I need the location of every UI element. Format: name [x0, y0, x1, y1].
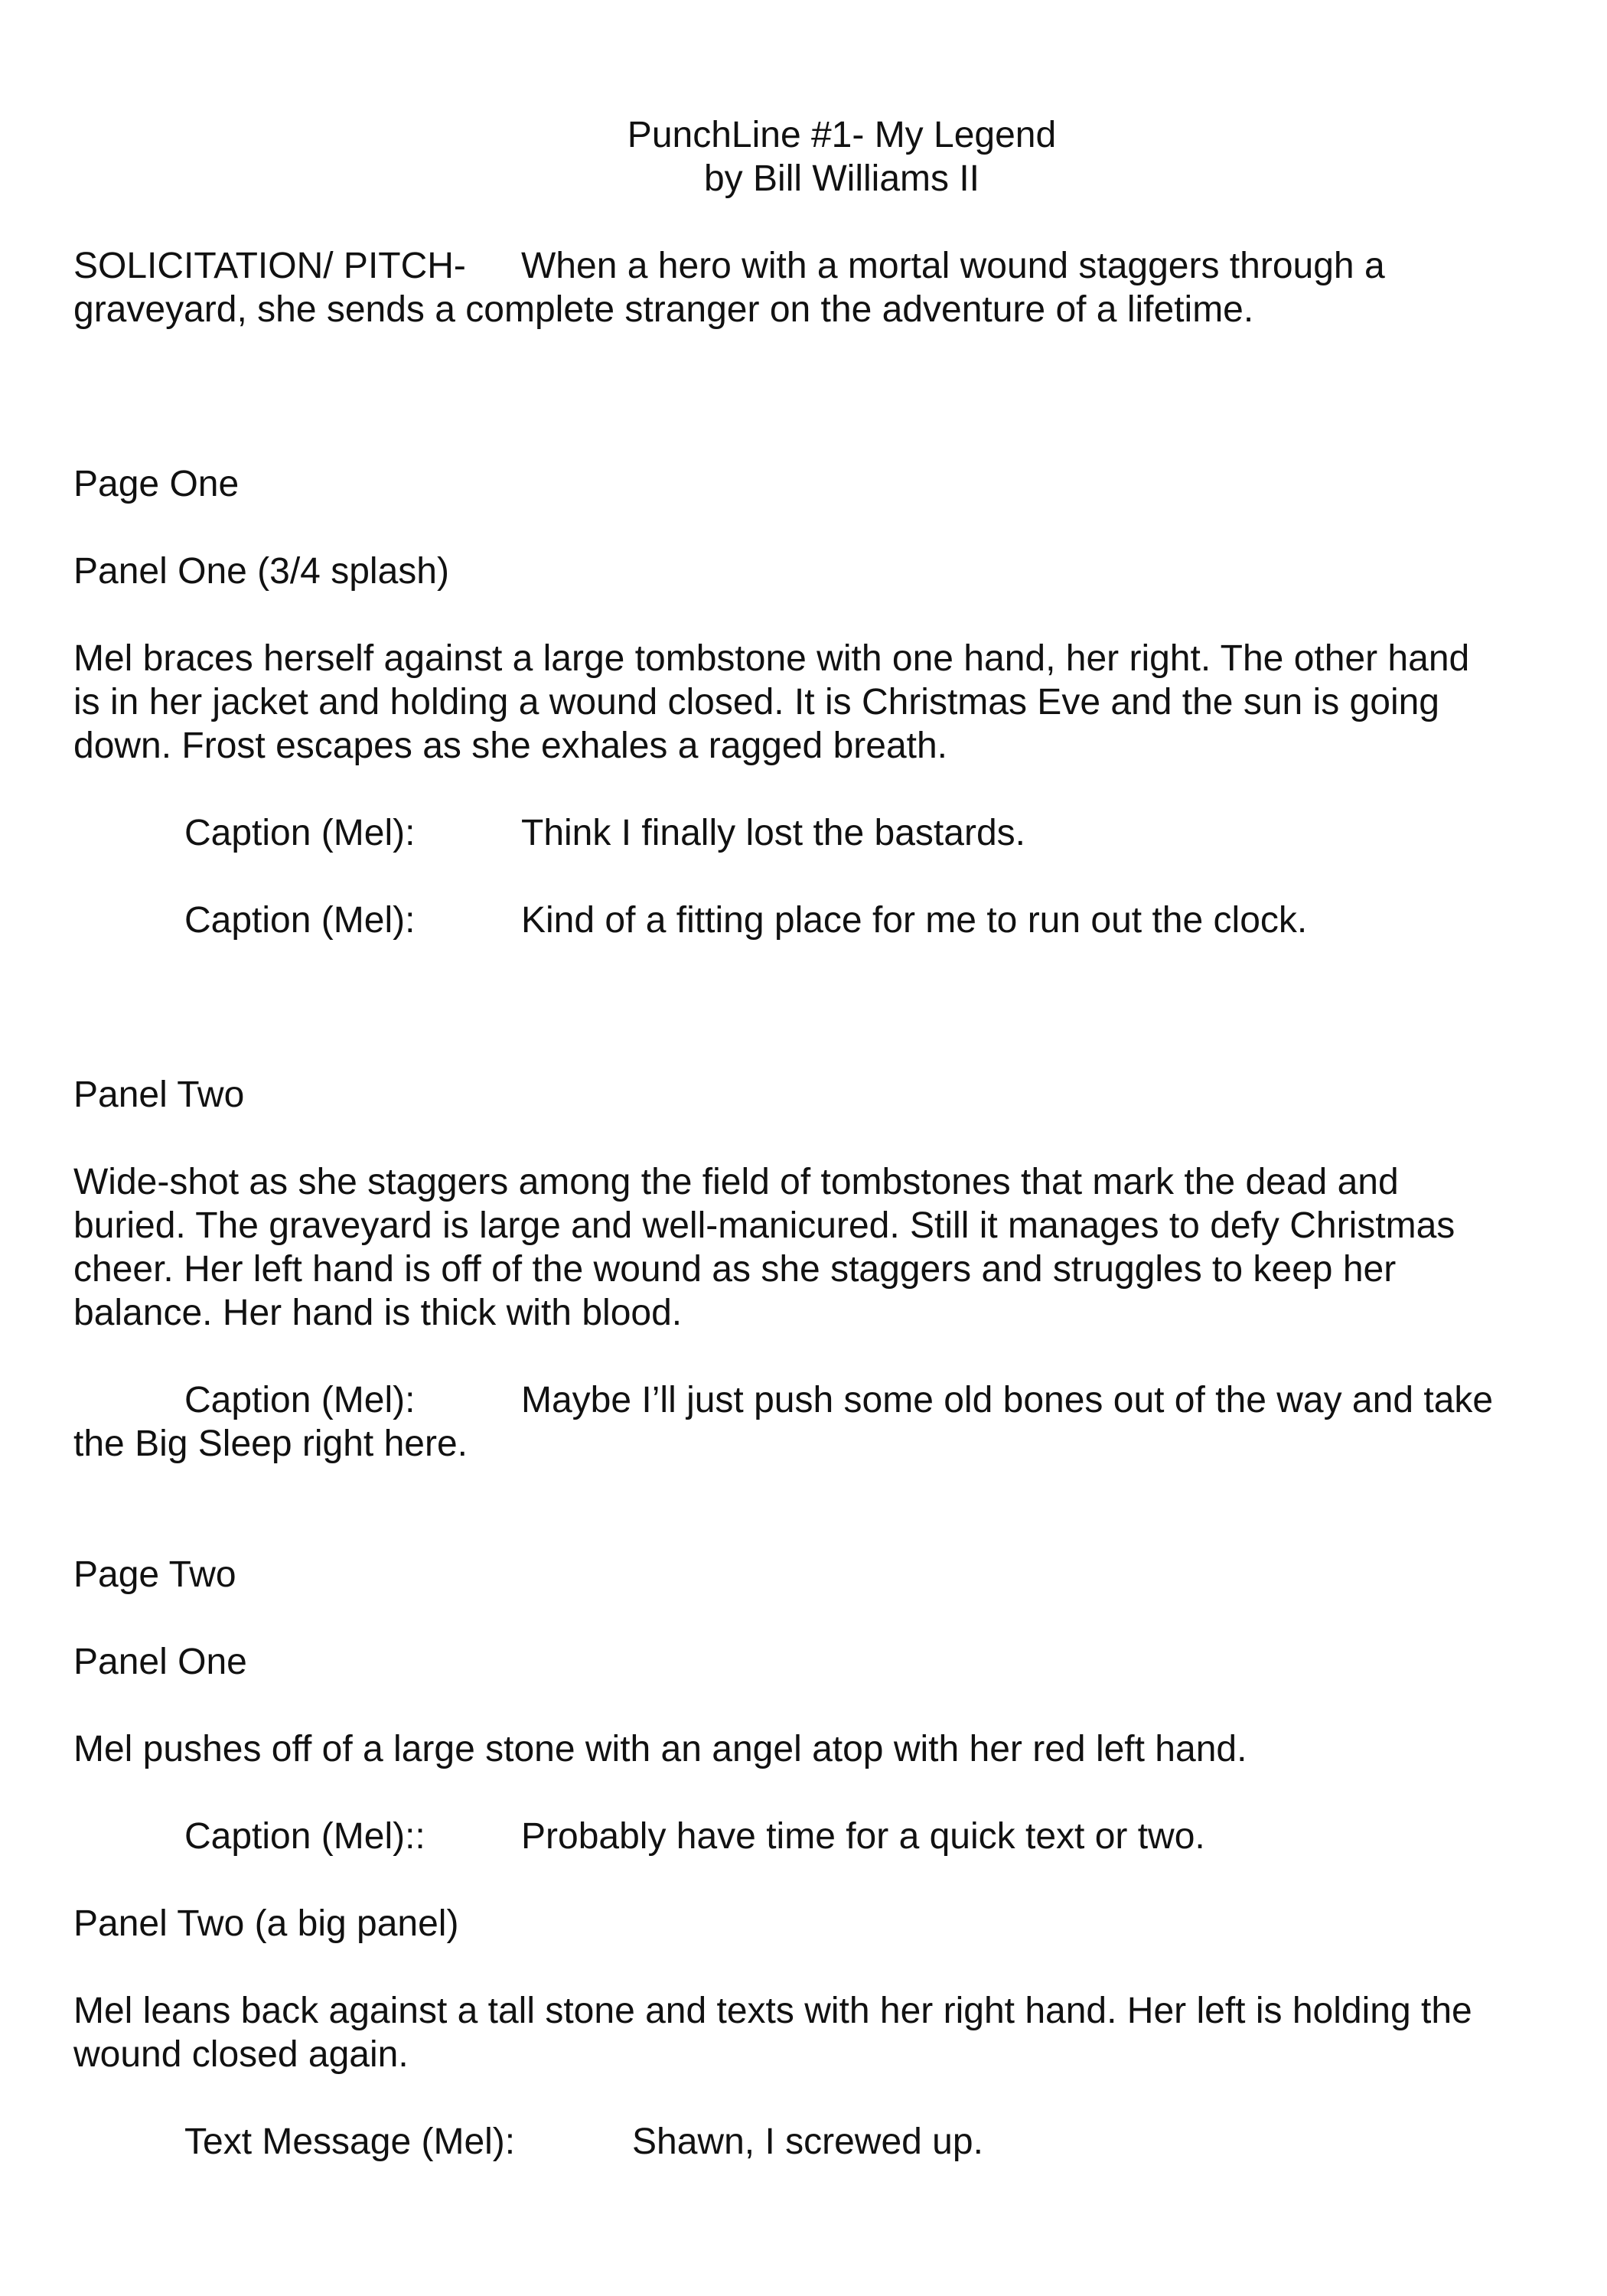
caption-line	[73, 811, 1527, 855]
text-message-text: Shawn, I screwed up.	[632, 2122, 983, 2162]
pitch-label: SOLICITATION/ PITCH-	[73, 246, 466, 286]
caption-text: Think I finally lost the bastards.	[521, 813, 1025, 853]
description-line: balance. Her hand is thick with blood.	[73, 1293, 683, 1333]
caption-text-continued: the Big Sleep right here.	[73, 1424, 468, 1464]
pitch-line-2: graveyard, she sends a complete stranger on the adventure of a lifetime.	[73, 289, 1254, 330]
panel-description	[73, 637, 1527, 768]
description-line: down. Frost escapes as she exhales a ragged breath.	[73, 726, 948, 766]
caption-text: Probably have time for a quick text or two.	[521, 1816, 1205, 1857]
description-line: Mel leans back against a tall stone and texts with her right hand. Her left is holding the	[73, 1991, 1472, 2031]
text-message-line	[73, 2120, 1527, 2164]
description-line: Wide-shot as she staggers among the field of tombstones that mark the dead and	[73, 1162, 1399, 1202]
caption-line	[73, 899, 1527, 942]
description-line: wound closed again.	[73, 2034, 409, 2075]
caption-speaker: Caption (Mel):	[184, 1380, 416, 1420]
caption-speaker: Caption (Mel)::	[184, 1816, 425, 1857]
document-title: PunchLine #1- My Legend	[627, 115, 1057, 155]
panel-heading: Panel Two (a big panel)	[73, 1903, 459, 1944]
pitch-line-1: When a hero with a mortal wound staggers through a	[521, 246, 1385, 286]
text-message-speaker: Text Message (Mel):	[184, 2122, 516, 2162]
panel-heading: Panel Two	[73, 1075, 245, 1115]
script-document	[73, 113, 1527, 2164]
description-line: cheer. Her left hand is off of the wound as she staggers and struggles to keep her	[73, 1249, 1397, 1290]
caption-line	[73, 1815, 1527, 1858]
pitch-block	[73, 244, 1527, 331]
description-line: Mel braces herself against a large tombstone with one hand, her right. The other hand	[73, 638, 1470, 679]
panel-heading: Panel One	[73, 1642, 247, 1682]
panel-description	[73, 1989, 1527, 2076]
caption-text: Maybe I’ll just push some old bones out of the way and take	[521, 1380, 1494, 1420]
caption-speaker: Caption (Mel):	[184, 813, 416, 853]
caption-text: Kind of a fitting place for me to run out the clock.	[521, 900, 1308, 941]
document-byline: by Bill Williams II	[703, 158, 980, 199]
page-two-heading: Page Two	[73, 1554, 236, 1595]
description-line: buried. The graveyard is large and well-manicured. Still it manages to defy Christmas	[73, 1205, 1455, 1246]
panel-description	[73, 1160, 1527, 1335]
panel-description: Mel pushes off of a large stone with an angel atop with her red left hand.	[73, 1729, 1247, 1769]
description-line: is in her jacket and holding a wound closed. It is Christmas Eve and the sun is going	[73, 682, 1439, 722]
caption-speaker: Caption (Mel):	[184, 900, 416, 941]
panel-heading: Panel One (3/4 splash)	[73, 551, 449, 592]
caption-line	[73, 1378, 1527, 1466]
page-one-heading: Page One	[73, 464, 240, 504]
